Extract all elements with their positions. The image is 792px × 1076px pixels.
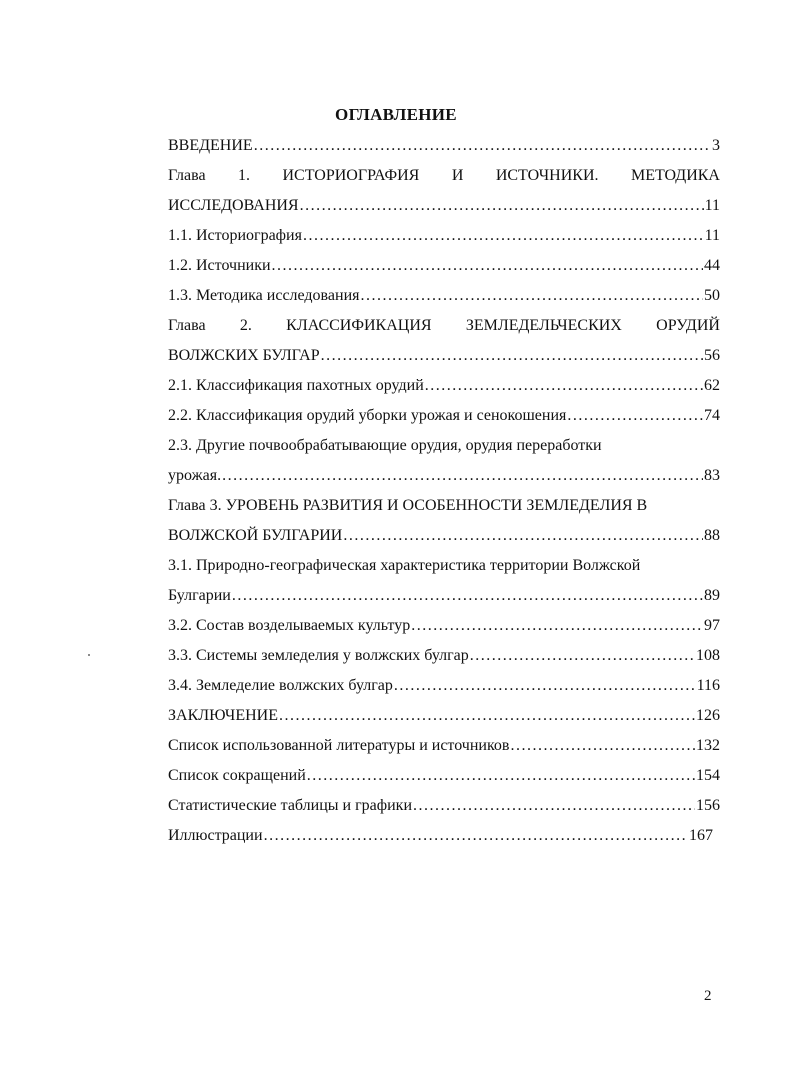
toc-entry-3-4[interactable] (168, 671, 720, 701)
dot-leader (360, 281, 703, 311)
toc-page-number: 167 (689, 827, 713, 844)
toc-page-number: 97 (704, 617, 720, 634)
toc-entry-tables[interactable] (168, 791, 720, 821)
page-number: 2 (704, 988, 712, 1004)
toc-entry-references[interactable] (168, 731, 720, 761)
dot-leader (343, 521, 703, 551)
toc-page-number: 62 (704, 377, 720, 394)
toc-entry-text: 1.3. Методика исследования (168, 287, 360, 304)
toc-entry-text: ВВЕДЕНИЕ (168, 137, 253, 154)
toc-page-number: 56 (704, 347, 720, 364)
toc-entry-text: 3.2. Состав возделываемых культур (168, 617, 411, 634)
toc-entry-3-1[interactable] (168, 581, 720, 611)
word: 1. (238, 167, 251, 184)
dot-leader (307, 761, 695, 791)
toc-entry-3-1-heading[interactable]: 3.1. Природно-географическая характеристика территории Волжской (168, 557, 641, 574)
toc-title: ОГЛАВЛЕНИЕ (335, 105, 457, 124)
toc-entry-text: 2.2. Классификация орудий уборки урожая и сенокошения (168, 407, 567, 424)
toc-entry-text: 1.1. Историография (168, 227, 302, 244)
dot-leader (567, 401, 703, 431)
toc-entry-2-1[interactable] (168, 371, 720, 401)
dot-leader (470, 641, 695, 671)
dot-leader (222, 461, 703, 491)
toc-entry-illustrations[interactable] (168, 821, 713, 851)
toc-page-number: 44 (704, 257, 720, 274)
dot-leader (411, 611, 703, 641)
toc-entry-text: Булгарии (168, 587, 231, 604)
toc-entry-1-1[interactable] (168, 221, 720, 251)
toc-entry-text: урожая. (168, 467, 222, 484)
toc-entry-1-2[interactable] (168, 251, 720, 281)
toc-entry-text: Иллюстрации (168, 827, 263, 844)
dot-leader (413, 791, 695, 821)
dot-leader (510, 731, 695, 761)
toc-entry-2-3[interactable] (168, 461, 720, 491)
toc-page-number: 74 (704, 407, 720, 424)
word: МЕТОДИКА (630, 167, 720, 184)
word: Глава (168, 167, 206, 184)
word: Глава (168, 317, 206, 334)
toc-page-number: 83 (704, 467, 720, 484)
toc-entry-conclusion[interactable] (168, 701, 720, 731)
toc-page-number: 89 (704, 587, 720, 604)
toc-entry-abbreviations[interactable] (168, 761, 720, 791)
toc-entry-text: ВОЛЖСКОЙ БУЛГАРИИ (168, 527, 343, 544)
toc-entry-text: 2.1. Классификация пахотных орудий (168, 377, 424, 394)
toc-page-number: 126 (696, 707, 720, 724)
toc-entry-3-2[interactable] (168, 611, 720, 641)
toc-entry-text: ИССЛЕДОВАНИЯ (168, 197, 299, 214)
toc-page-number: 132 (696, 737, 720, 754)
toc-page-number: 11 (704, 197, 720, 214)
toc-entry-1-3[interactable] (168, 281, 720, 311)
toc-entry-text: Статистические таблицы и графики (168, 797, 413, 814)
toc-entry-text: ЗАКЛЮЧЕНИЕ (168, 707, 278, 724)
toc-page-number: 3 (712, 137, 720, 154)
word: ОРУДИЙ (656, 317, 720, 334)
toc-entry-text: Список использованной литературы и источников (168, 737, 510, 754)
toc-page-number: 88 (704, 527, 720, 544)
toc-entry-intro[interactable] (168, 131, 720, 161)
toc-page-number: 116 (696, 677, 720, 694)
word: ЗЕМЛЕДЕЛЬЧЕСКИХ (465, 317, 622, 334)
toc-page-number: 50 (704, 287, 720, 304)
toc-chapter-3-heading[interactable]: Глава 3. УРОВЕНЬ РАЗВИТИЯ И ОСОБЕННОСТИ ЗЕМЛЕДЕЛИЯ В (168, 497, 648, 514)
word: И (451, 167, 464, 184)
toc-entry-2-2[interactable] (168, 401, 720, 431)
dot-leader (279, 701, 695, 731)
toc-entry-chapter-1[interactable] (168, 191, 720, 221)
dot-leader (303, 221, 704, 251)
toc-entry-chapter-3[interactable] (168, 521, 720, 551)
dot-leader (425, 371, 703, 401)
toc-page-number: 154 (696, 767, 720, 784)
word: КЛАССИФИКАЦИЯ (286, 317, 432, 334)
dot-leader (321, 341, 703, 371)
dot-leader (254, 131, 711, 161)
toc-entry-text: 1.2. Источники (168, 257, 271, 274)
word: 2. (239, 317, 252, 334)
scan-speck (88, 654, 90, 656)
toc-page-number: 156 (696, 797, 720, 814)
dot-leader (394, 671, 696, 701)
word: ИСТОРИОГРАФИЯ (282, 167, 420, 184)
dot-leader (264, 821, 688, 851)
toc-entry-text: ВОЛЖСКИХ БУЛГАР (168, 347, 320, 364)
dot-leader (272, 251, 703, 281)
toc-entry-3-3[interactable] (168, 641, 720, 671)
toc-page-number: 11 (704, 227, 720, 244)
toc-entry-2-3-heading[interactable]: 2.3. Другие почвообрабатывающие орудия, орудия переработки (168, 437, 602, 454)
toc-entry-chapter-2[interactable] (168, 341, 720, 371)
dot-leader (300, 191, 704, 221)
table-of-contents (168, 131, 720, 851)
toc-chapter-2-heading[interactable] (168, 311, 720, 341)
toc-chapter-1-heading[interactable] (168, 161, 720, 191)
dot-leader (232, 581, 703, 611)
toc-entry-text: 3.3. Системы земледелия у волжских булгар (168, 647, 469, 664)
word: ИСТОЧНИКИ. (495, 167, 599, 184)
toc-page-number: 108 (696, 647, 720, 664)
toc-entry-text: Список сокращений (168, 767, 306, 784)
toc-entry-text: 3.4. Земледелие волжских булгар (168, 677, 393, 694)
